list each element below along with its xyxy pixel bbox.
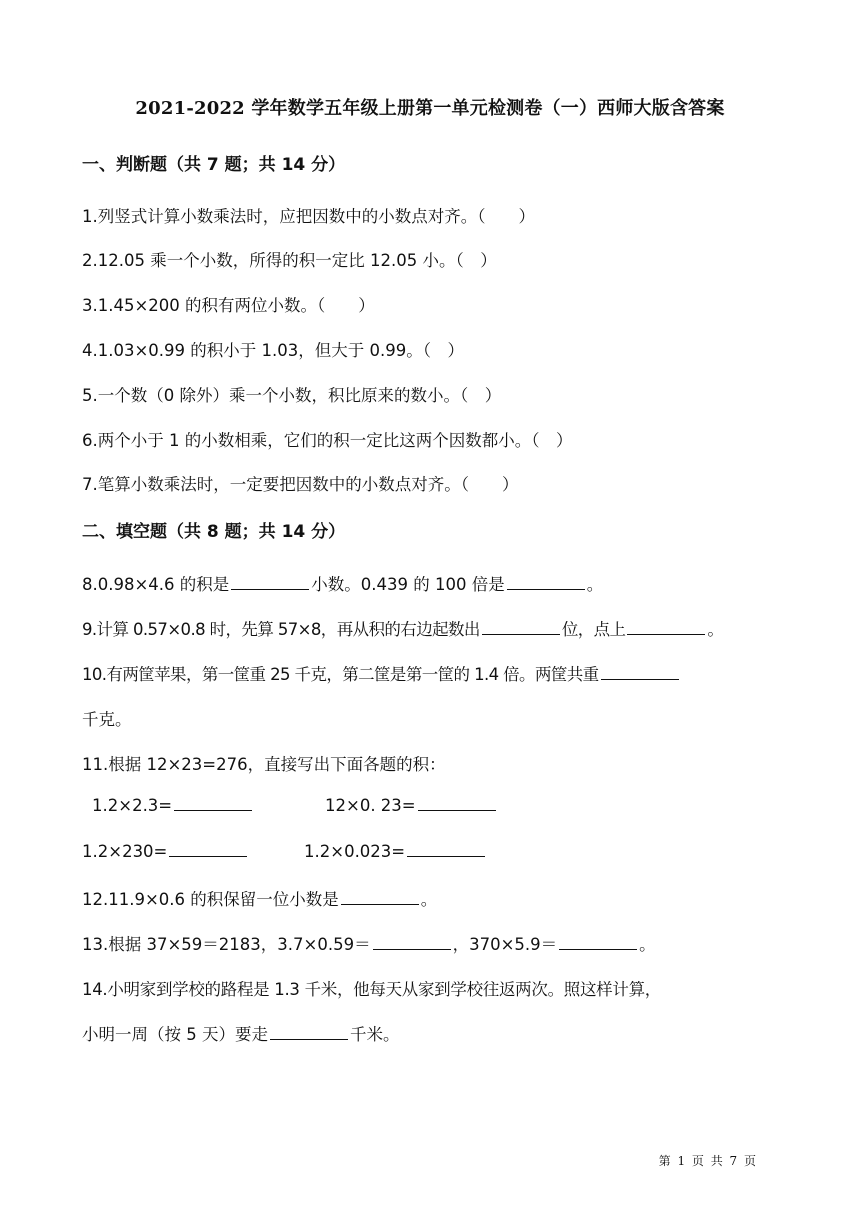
answer-blank [169,855,247,857]
answer-blank [627,633,705,635]
question-1: 1.列竖式计算小数乘法时，应把因数中的小数点对齐。（ ） [82,207,535,226]
answer-blank [373,948,451,950]
question-11-item-1 [92,796,254,815]
page-number-footer: 第 1 页 共 7 页 [658,1154,756,1168]
document-title: 2021-2022 学年数学五年级上册第一单元检测卷（一）西师大版含答案 [135,98,725,119]
question-5: 5.一个数（0 除外）乘一个小数，积比原来的数小。（ ） [82,386,502,405]
question-4: 4.1.03×0.99 的积小于 1.03，但大于 0.99。（ ） [82,341,465,360]
question-14-continued [82,1021,400,1045]
answer-blank [482,633,560,635]
question-8-text-b: 小数。0.439 的 100 倍是 [311,575,505,594]
answer-blank [601,678,679,680]
question-9-text-c: 。 [707,620,724,639]
question-8-text-c: 。 [586,575,604,594]
answer-blank [418,809,496,811]
section-heading-judgment: 一、判断题（共 7 题；共 14 分） [82,155,346,175]
question-11-item-4 [304,842,487,861]
question-9-text-b: 位，点上 [561,620,626,639]
question-7: 7.笔算小数乘法时，一定要把因数中的小数点对齐。（ ） [82,475,519,494]
question-11-item-2-text: 12×0. 23= [325,796,416,815]
question-11-item-4-text: 1.2×0.023= [304,842,406,861]
question-13-text-a: 13.根据 37×59＝2183，3.7×0.59＝ [82,935,371,954]
question-10-text-a: 10.有两筐苹果，第一筐重 25 千克，第二筐是第一筐的 1.4 倍。两筐共重 [82,665,599,684]
section-heading-fill-blank: 二、填空题（共 8 题；共 14 分） [82,522,346,542]
question-3: 3.1.45×200 的积有两位小数。（ ） [82,296,375,315]
question-11-item-2 [325,796,498,815]
question-10-continued: 千克。 [82,710,132,729]
question-11-item-1-text: 1.2×2.3= [92,796,173,815]
question-11-item-3-text: 1.2×230= [82,842,168,861]
answer-blank [559,948,637,950]
answer-blank [174,809,252,811]
answer-blank [407,855,485,857]
question-14-text-b: 小明一周（按 5 天）要走 [82,1025,268,1044]
question-14-text-c: 千米。 [350,1025,400,1044]
question-11: 11.根据 12×23=276，直接写出下面各题的积： [82,755,446,774]
question-10 [82,661,681,685]
answer-blank [341,903,419,905]
question-9-text-a: 9.计算 0.57×0.8 时，先算 57×8，再从积的右边起数出 [82,620,480,639]
question-2: 2.12.05 乘一个小数，所得的积一定比 12.05 小。（ ） [82,251,497,270]
question-13-text-b: ，370×5.9＝ [452,935,558,954]
question-6: 6.两个小于 1 的小数相乘，它们的积一定比这两个因数都小。（ ） [82,431,573,450]
question-12-text-b: 。 [420,890,438,909]
answer-blank [507,588,585,590]
question-12 [82,886,437,910]
question-13 [82,931,656,955]
question-12-text-a: 12.11.9×0.6 的积保留一位小数是 [82,890,339,909]
answer-blank [231,588,309,590]
question-14: 14.小明家到学校的路程是 1.3 千米，他每天从家到学校往返两次。照这样计算， [82,980,661,999]
question-9 [82,616,723,640]
question-11-item-3 [82,842,249,861]
question-8 [82,571,603,595]
answer-blank [270,1038,348,1040]
question-8-text-a: 8.0.98×4.6 的积是 [82,575,230,594]
question-13-text-c: 。 [639,935,656,954]
